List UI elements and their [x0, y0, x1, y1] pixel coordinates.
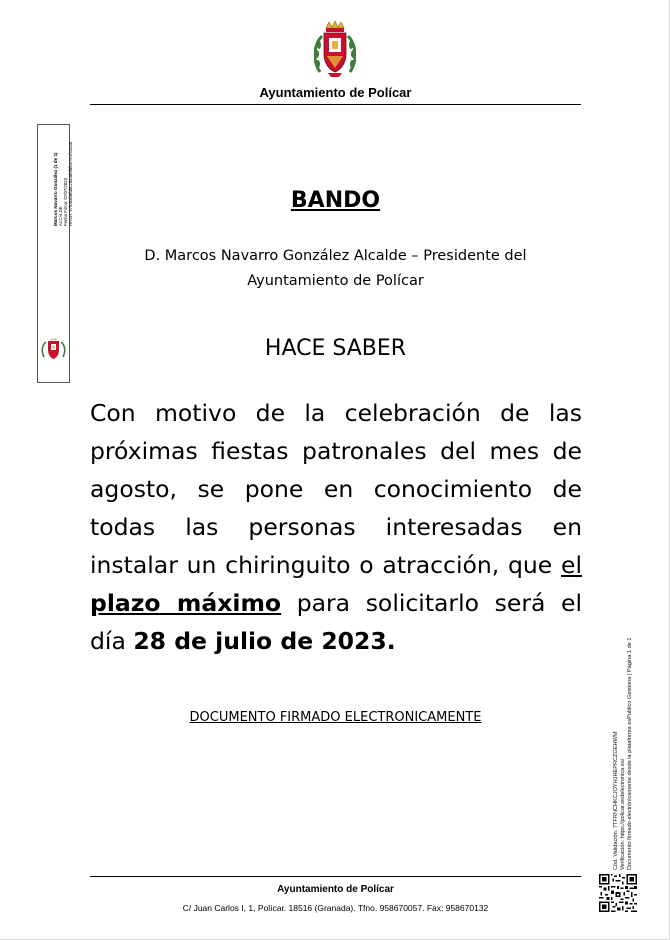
signature-crest-icon — [41, 337, 66, 361]
body-deadline-phrase: plazo máximo — [90, 589, 282, 617]
issuer-line: D. Marcos Navarro González Alcalde – Presidente del Ayuntamiento de Polícar — [144, 248, 527, 289]
footer-title: Ayuntamiento de Polícar — [277, 884, 394, 895]
verification-url: Verificación: https://policar.sedelectronica.es/ — [619, 758, 626, 870]
validation-code: Cód. Validación: 7TFRNCHKCJOYHJHEPRCZGEHWM — [613, 731, 619, 870]
hace-saber-heading: HACE SABER — [264, 336, 407, 361]
body-deadline-date: 28 de julio de 2023. — [133, 627, 396, 655]
signature-date: Fecha Firma: 07/07/2023 — [63, 177, 68, 226]
document-title: BANDO — [290, 188, 381, 213]
signature-text-block — [53, 76, 73, 226]
signer-role: ALCALDE — [58, 206, 63, 226]
header-divider — [90, 104, 581, 105]
signature-hash: HASH: 97f05ab8fd0c2b44d6f8fce7e1f92c05 — [68, 141, 73, 226]
body-el-underlined: el — [561, 551, 582, 579]
body-text-part1: Con motivo de la celebración de las próximas fiestas patronales del mes de agosto, se pone en conocimiento de todas las personas interesadas en instalar un chiringuito o atracción, que — [90, 399, 582, 579]
coat-of-arms-icon — [314, 20, 356, 78]
qr-code-icon — [599, 874, 637, 912]
body-text-part2: para solicitarlo será el día — [90, 589, 582, 655]
signer-name: Marcos Navarro González (1 de 1) — [53, 152, 58, 226]
footer-address: C/ Juan Carlos I, 1, Polícar. 18516 (Granada). Tfno. 958670057. Fax: 958670132 — [182, 903, 489, 913]
platform-note: Documento firmado electrónicamente desde la plataforma esPublico Gestiona | Página 1 de 1 — [626, 637, 633, 870]
signature-stamp-box — [37, 124, 73, 383]
verification-sidebar — [613, 580, 633, 870]
announcement-body — [90, 394, 582, 660]
footer-divider — [90, 876, 581, 877]
header-title: Ayuntamiento de Polícar — [259, 85, 412, 100]
signed-electronically-note: DOCUMENTO FIRMADO ELECTRONICAMENTE — [189, 710, 482, 725]
